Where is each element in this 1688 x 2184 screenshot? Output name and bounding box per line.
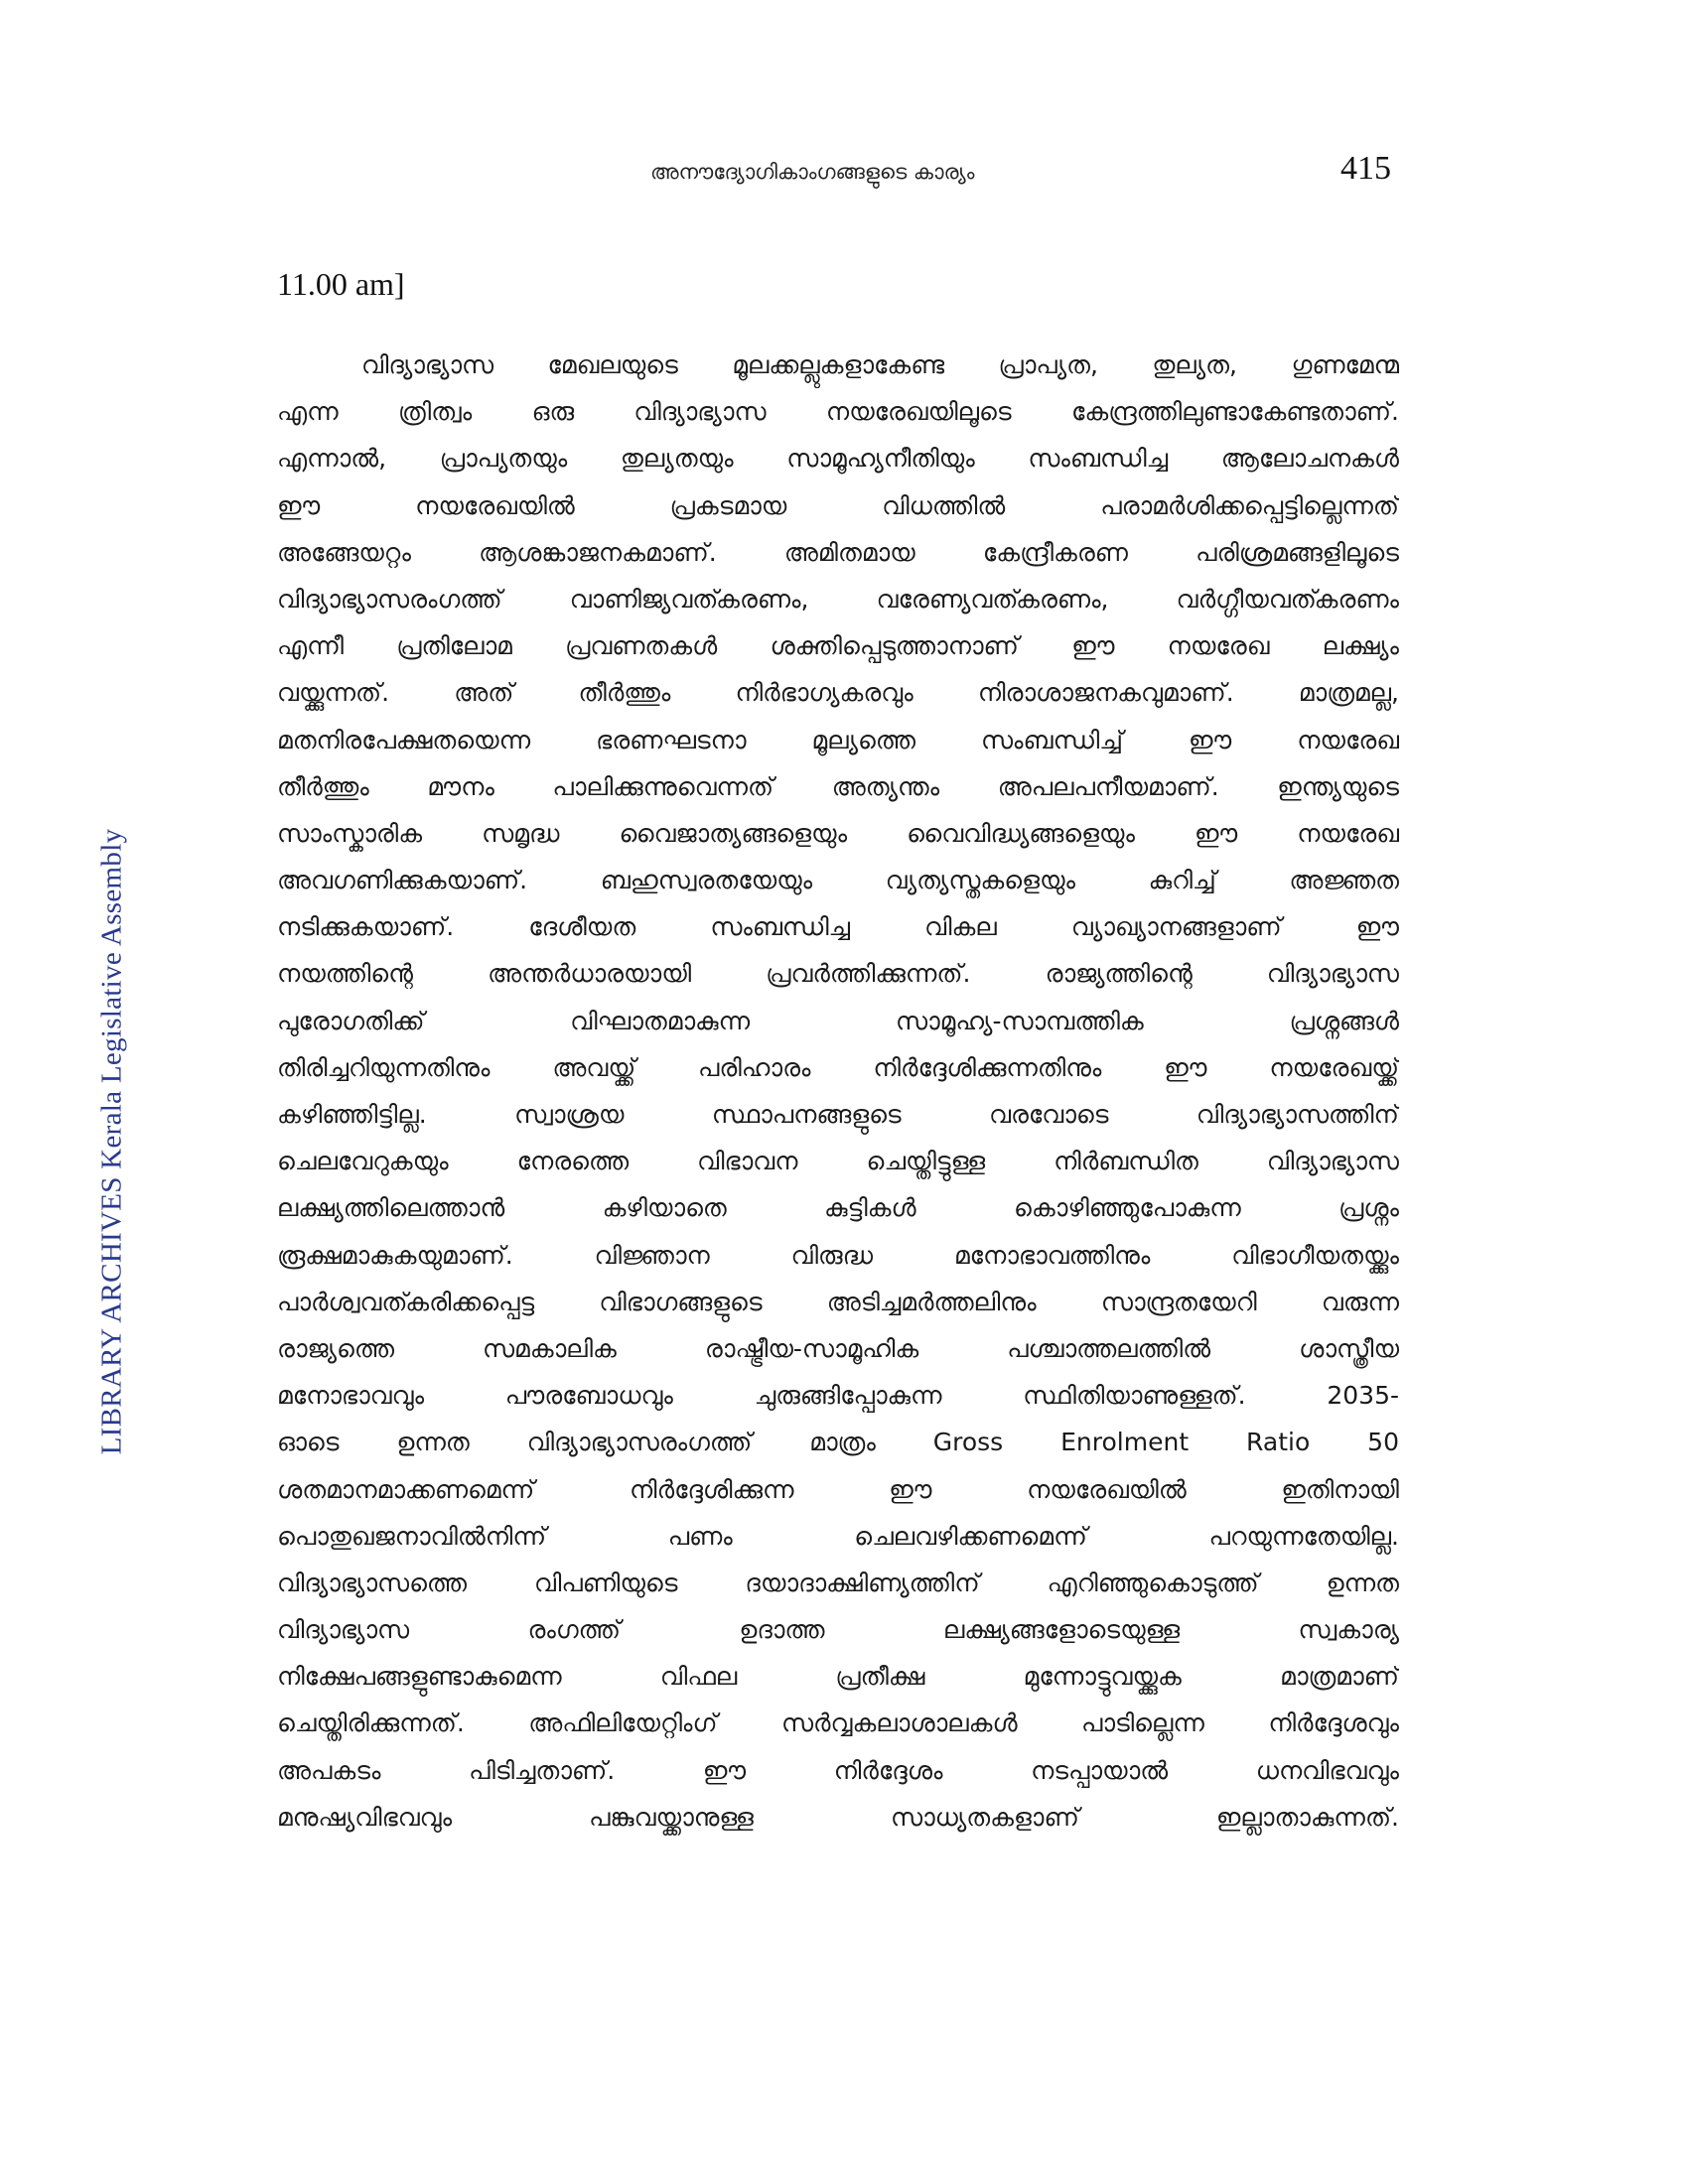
watermark-text: LIBRARY ARCHIVES Kerala Legislative Assembly (95, 828, 128, 1455)
time-stamp: 11.00 am] (277, 266, 405, 302)
paragraph-line: രാജ്യത്തെ സമകാലിക രാഷ്ട്രീയ-സാമൂഹിക പശ്ചാത്തലത്തിൽ ശാസ്ത്രീയ (277, 1333, 1399, 1363)
body-paragraph (277, 341, 1399, 1841)
paragraph-line: പുരോഗതിക്ക് വിഘാതമാകുന്ന സാമൂഹ്യ-സാമ്പത്തിക പ്രശ്നങ്ങൾ (277, 1006, 1399, 1035)
paragraph-line: ഓടെ ഉന്നത വിദ്യാഭ്യാസരംഗത്ത് മാത്രം Gross Enrolment Ratio 50 (277, 1428, 1399, 1457)
paragraph-line: നിക്ഷേപങ്ങളുണ്ടാകുമെന്ന വിഫല പ്രതീക്ഷ മുന്നോട്ടുവയ്ക്കുക മാത്രമാണ് (277, 1662, 1399, 1692)
running-header (0, 150, 1688, 194)
page-number: 415 (1340, 150, 1391, 187)
paragraph-line: മതനിരപേക്ഷതയെന്ന ഭരണഘടനാ മൂല്യത്തെ സംബന്ധിച്ച് ഈ നയരേഖ (277, 725, 1399, 754)
paragraph-line: അവഗണിക്കുകയാണ്. ബഹുസ്വരതയേയും വ്യത്യസ്തകളെയും കുറിച്ച് അജ്ഞത (277, 866, 1399, 895)
paragraph-line: മനുഷ്യവിഭവവും പങ്കുവയ്ക്കാനുള്ള സാധ്യതകളാണ് ഇല്ലാതാകുന്നത്. (277, 1802, 1399, 1832)
paragraph-line: രൂക്ഷമാകുകയുമാണ്. വിജ്ഞാന വിരുദ്ധ മനോഭാവത്തിനും വിഭാഗീയതയ്ക്കും (277, 1240, 1399, 1270)
paragraph-line: പാർശ്വവത്കരിക്കപ്പെട്ട വിഭാഗങ്ങളുടെ അടിച്ചമർത്തലിനും സാന്ദ്രതയേറി വരുന്ന (277, 1287, 1399, 1316)
paragraph-line: വയ്ക്കുന്നത്. അത് തീർത്തും നിർഭാഗ്യകരവും നിരാശാജനകവുമാണ്. മാത്രമല്ല, (277, 678, 1399, 708)
paragraph-line: എന്നാൽ, പ്രാപ്യതയും തുല്യതയും സാമൂഹ്യനീതിയും സംബന്ധിച്ച ആലോചനകൾ (277, 444, 1399, 474)
paragraph-line: അപകടം പിടിച്ചതാണ്. ഈ നിർദ്ദേശം നടപ്പായാൽ ധനവിഭവവും (277, 1755, 1399, 1785)
paragraph-line: ചെലവേറുകയും നേരത്തെ വിഭാവന ചെയ്തിട്ടുള്ള നിർബന്ധിത വിദ്യാഭ്യാസ (277, 1147, 1399, 1176)
paragraph-line: അങ്ങേയറ്റം ആശങ്കാജനകമാണ്. അമിതമായ കേന്ദ്രീകരണ പരിശ്രമങ്ങളിലൂടെ (277, 537, 1399, 567)
paragraph-line: വിദ്യാഭ്യാസ രംഗത്ത് ഉദാത്ത ലക്ഷ്യങ്ങളോടെയുള്ള സ്വകാര്യ (277, 1615, 1399, 1645)
paragraph-line: നയത്തിന്റെ അന്തർധാരയായി പ്രവർത്തിക്കുന്നത്. രാജ്യത്തിന്റെ വിദ്യാഭ്യാസ (277, 959, 1399, 989)
paragraph-line: കഴിഞ്ഞിട്ടില്ല. സ്വാശ്രയ സ്ഥാപനങ്ങളുടെ വരവോടെ വിദ്യാഭ്യാസത്തിന് (277, 1100, 1399, 1129)
paragraph-line: വിദ്യാഭ്യാസ മേഖലയുടെ മൂലക്കല്ലുകളാകേണ്ട പ്രാപ്യത, തുല്യത, ഗുണമേന്മ (361, 350, 1399, 379)
paragraph-line: ലക്ഷ്യത്തിലെത്താൻ കഴിയാതെ കുട്ടികൾ കൊഴിഞ്ഞുപോകുന്ന പ്രശ്നം (277, 1193, 1399, 1223)
paragraph-line: നടിക്കുകയാണ്. ദേശീയത സംബന്ധിച്ച വികല വ്യാഖ്യാനങ്ങളാണ് ഈ (277, 912, 1399, 942)
paragraph-line: ഈ നയരേഖയിൽ പ്രകടമായ വിധത്തിൽ പരാമർശിക്കപ്പെട്ടില്ലെന്നത് (277, 490, 1399, 520)
paragraph-line: മനോഭാവവും പൗരബോധവും ചുരുങ്ങിപ്പോകുന്ന സ്ഥിതിയാണുള്ളത്. 2035- (277, 1381, 1399, 1411)
paragraph-line: പൊതുഖജനാവിൽനിന്ന് പണം ചെലവഴിക്കണമെന്ന് പറയുന്നതേയില്ല. (277, 1521, 1399, 1551)
header-title: അനൗദ്യോഗികാംഗങ്ങളുടെ കാര്യം (650, 160, 975, 184)
paragraph-line: വിദ്യാഭ്യാസത്തെ വിപണിയുടെ ദയാദാക്ഷിണ്യത്തിന് എറിഞ്ഞുകൊടുത്ത് ഉന്നത (277, 1568, 1399, 1597)
paragraph-line: തീർത്തും മൗനം പാലിക്കുന്നുവെന്നത് അത്യന്തം അപലപനീയമാണ്. ഇന്ത്യയുടെ (277, 771, 1399, 801)
paragraph-line: ശതമാനമാക്കണമെന്ന് നിർദ്ദേശിക്കുന്ന ഈ നയരേഖയിൽ ഇതിനായി (277, 1474, 1399, 1504)
paragraph-line: എന്നീ പ്രതിലോമ പ്രവണതകൾ ശക്തിപ്പെടുത്താനാണ് ഈ നയരേഖ ലക്ഷ്യം (277, 631, 1399, 661)
paragraph-line: സാംസ്കാരിക സമൃദ്ധ വൈജാത്യങ്ങളെയും വൈവിദ്ധ്യങ്ങളെയും ഈ നയരേഖ (277, 818, 1399, 848)
paragraph-line: എന്ന ത്രിത്വം ഒരു വിദ്യാഭ്യാസ നയരേഖയിലൂടെ കേന്ദ്രത്തിലുണ്ടാകേണ്ടതാണ്. (277, 397, 1399, 427)
paragraph-line: ചെയ്തിരിക്കുന്നത്. അഫിലിയേറ്റിംഗ് സർവ്വകലാശാലകൾ പാടില്ലെന്ന നിർദ്ദേശവും (277, 1708, 1399, 1738)
paragraph-line: വിദ്യാഭ്യാസരംഗത്ത് വാണിജ്യവത്കരണം, വരേണ്യവത്കരണം, വർഗ്ഗീയവത്കരണം (277, 584, 1399, 614)
paragraph-line: തിരിച്ചറിയുന്നതിനും അവയ്ക്ക് പരിഹാരം നിർദ്ദേശിക്കുന്നതിനും ഈ നയരേഖയ്ക്ക് (277, 1052, 1399, 1082)
